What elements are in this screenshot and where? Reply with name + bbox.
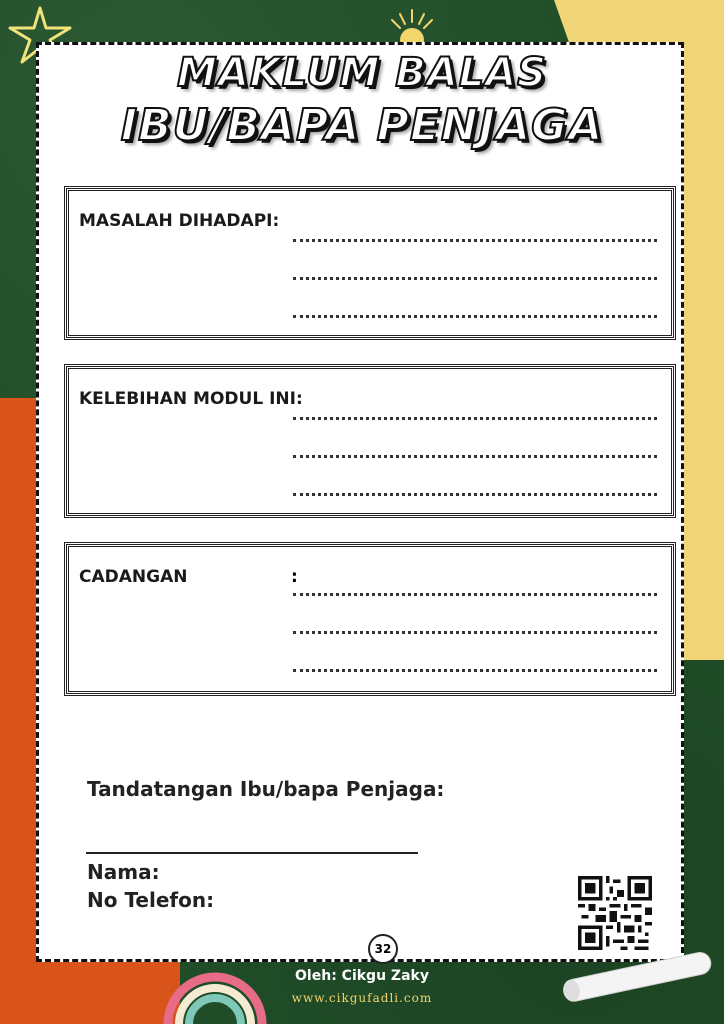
answer-line[interactable] (293, 417, 657, 420)
title-line-1: MAKLUM BALAS (177, 50, 547, 96)
chalk-icon (548, 948, 724, 1004)
name-label: Nama: (87, 860, 160, 884)
section-colon: : (291, 567, 298, 587)
footer-author: Oleh: Cikgu Zaky (295, 968, 429, 984)
section-label: KELEBIHAN MODUL INI: (79, 389, 303, 409)
signature-line[interactable] (86, 852, 418, 854)
answer-line[interactable] (293, 455, 657, 458)
section-module-strengths (66, 366, 674, 516)
answer-line[interactable] (293, 277, 657, 280)
page-number: 32 (368, 934, 398, 964)
section-label: CADANGAN (79, 567, 188, 587)
answer-line[interactable] (293, 669, 657, 672)
footer-website[interactable]: www.cikgufadli.com (291, 991, 433, 1005)
answer-line[interactable] (293, 493, 657, 496)
answer-line[interactable] (293, 631, 657, 634)
answer-line[interactable] (293, 239, 657, 242)
section-problems (66, 188, 674, 338)
answer-line[interactable] (293, 315, 657, 318)
signature-label: Tandatangan Ibu/bapa Penjaga: (87, 777, 445, 801)
phone-label: No Telefon: (87, 888, 215, 912)
section-suggestions (66, 544, 674, 694)
section-label: MASALAH DIHADAPI: (79, 211, 280, 231)
qr-code-icon[interactable] (578, 876, 652, 950)
answer-line[interactable] (293, 593, 657, 596)
title-line-2: IBU/BAPA PENJAGA (120, 100, 604, 151)
